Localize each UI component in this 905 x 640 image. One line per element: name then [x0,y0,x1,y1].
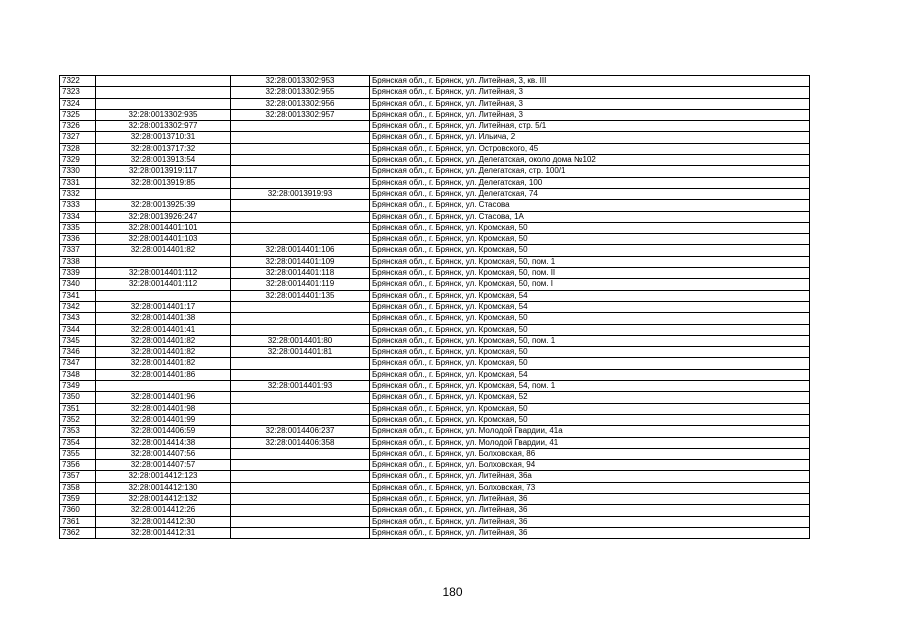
table-row [60,155,810,166]
related-cadastral-number-cell: 32:28:0014401:118 [231,268,370,279]
cadastral-number-cell: 32:28:0013913:54 [96,155,231,166]
row-number-cell: 7337 [60,245,96,256]
table-row [60,516,810,527]
cadastral-number-cell: 32:28:0014401:101 [96,222,231,233]
related-cadastral-number-cell: 32:28:0014401:93 [231,381,370,392]
address-cell: Брянская обл., г. Брянск, ул. Кромская, 50 [370,324,810,335]
related-cadastral-number-cell: 32:28:0013302:957 [231,109,370,120]
row-number-cell: 7322 [60,76,96,87]
row-number-cell: 7362 [60,527,96,538]
related-cadastral-number-cell: 32:28:0013919:93 [231,188,370,199]
table-row [60,482,810,493]
row-number-cell: 7358 [60,482,96,493]
table-row [60,392,810,403]
row-number-cell: 7357 [60,471,96,482]
address-cell: Брянская обл., г. Брянск, ул. Кромская, 50 [370,245,810,256]
related-cadastral-number-cell: 32:28:0013302:955 [231,87,370,98]
related-cadastral-number-cell [231,527,370,538]
address-cell: Брянская обл., г. Брянск, ул. Делегатская, стр. 100/1 [370,166,810,177]
related-cadastral-number-cell: 32:28:0014406:237 [231,426,370,437]
cadastral-number-cell: 32:28:0014412:132 [96,493,231,504]
row-number-cell: 7331 [60,177,96,188]
related-cadastral-number-cell [231,177,370,188]
row-number-cell: 7343 [60,313,96,324]
table-row [60,505,810,516]
table-row [60,143,810,154]
row-number-cell: 7330 [60,166,96,177]
related-cadastral-number-cell [231,482,370,493]
related-cadastral-number-cell [231,414,370,425]
related-cadastral-number-cell [231,132,370,143]
address-cell: Брянская обл., г. Брянск, ул. Островского, 45 [370,143,810,154]
table-row [60,222,810,233]
address-cell: Брянская обл., г. Брянск, ул. Кромская, 50 [370,414,810,425]
related-cadastral-number-cell [231,222,370,233]
related-cadastral-number-cell [231,143,370,154]
row-number-cell: 7336 [60,234,96,245]
related-cadastral-number-cell [231,200,370,211]
row-number-cell: 7327 [60,132,96,143]
table-row [60,245,810,256]
row-number-cell: 7347 [60,358,96,369]
related-cadastral-number-cell [231,392,370,403]
cadastral-number-cell: 32:28:0013919:85 [96,177,231,188]
row-number-cell: 7353 [60,426,96,437]
table-row [60,335,810,346]
related-cadastral-number-cell [231,301,370,312]
address-cell: Брянская обл., г. Брянск, ул. Кромская, 54 [370,301,810,312]
cadastral-number-cell: 32:28:0013302:935 [96,109,231,120]
cadastral-number-cell: 32:28:0014401:86 [96,369,231,380]
related-cadastral-number-cell [231,516,370,527]
cadastral-number-cell [96,381,231,392]
table-row [60,527,810,538]
row-number-cell: 7356 [60,460,96,471]
row-number-cell: 7326 [60,121,96,132]
row-number-cell: 7334 [60,211,96,222]
related-cadastral-number-cell: 32:28:0013302:953 [231,76,370,87]
row-number-cell: 7354 [60,437,96,448]
related-cadastral-number-cell [231,166,370,177]
cadastral-number-cell [96,256,231,267]
cadastral-number-cell: 32:28:0013926:247 [96,211,231,222]
row-number-cell: 7340 [60,279,96,290]
table-row [60,426,810,437]
cadastral-number-cell: 32:28:0014401:82 [96,358,231,369]
cadastral-number-cell: 32:28:0014401:82 [96,335,231,346]
row-number-cell: 7339 [60,268,96,279]
row-number-cell: 7345 [60,335,96,346]
row-number-cell: 7349 [60,381,96,392]
cadastral-number-cell: 32:28:0013710:31 [96,132,231,143]
address-cell: Брянская обл., г. Брянск, ул. Ильича, 2 [370,132,810,143]
cadastral-number-cell: 32:28:0014401:99 [96,414,231,425]
table-row [60,234,810,245]
address-cell: Брянская обл., г. Брянск, ул. Кромская, 50, пом. I [370,279,810,290]
table-row [60,460,810,471]
row-number-cell: 7333 [60,200,96,211]
related-cadastral-number-cell [231,493,370,504]
registry-table-body [60,76,810,539]
table-row [60,132,810,143]
table-row [60,76,810,87]
cadastral-number-cell [96,188,231,199]
cadastral-number-cell: 32:28:0014412:26 [96,505,231,516]
related-cadastral-number-cell [231,358,370,369]
row-number-cell: 7329 [60,155,96,166]
table-row [60,98,810,109]
row-number-cell: 7342 [60,301,96,312]
row-number-cell: 7350 [60,392,96,403]
registry-table [59,75,810,539]
table-row [60,290,810,301]
row-number-cell: 7344 [60,324,96,335]
related-cadastral-number-cell [231,369,370,380]
address-cell: Брянская обл., г. Брянск, ул. Молодой Гвардии, 41а [370,426,810,437]
table-row [60,347,810,358]
address-cell: Брянская обл., г. Брянск, ул. Кромская, 50 [370,403,810,414]
cadastral-number-cell: 32:28:0014407:57 [96,460,231,471]
row-number-cell: 7361 [60,516,96,527]
related-cadastral-number-cell: 32:28:0014406:358 [231,437,370,448]
related-cadastral-number-cell: 32:28:0014401:106 [231,245,370,256]
address-cell: Брянская обл., г. Брянск, ул. Кромская, 54 [370,369,810,380]
cadastral-number-cell [96,76,231,87]
table-row [60,301,810,312]
cadastral-number-cell: 32:28:0013302:977 [96,121,231,132]
row-number-cell: 7352 [60,414,96,425]
related-cadastral-number-cell [231,155,370,166]
table-row [60,493,810,504]
table-row [60,448,810,459]
cadastral-number-cell: 32:28:0013919:117 [96,166,231,177]
row-number-cell: 7335 [60,222,96,233]
row-number-cell: 7341 [60,290,96,301]
address-cell: Брянская обл., г. Брянск, ул. Литейная, 36 [370,527,810,538]
cadastral-number-cell [96,98,231,109]
table-row [60,279,810,290]
cadastral-number-cell: 32:28:0014412:123 [96,471,231,482]
table-row [60,256,810,267]
cadastral-number-cell: 32:28:0014406:59 [96,426,231,437]
table-row [60,358,810,369]
related-cadastral-number-cell [231,505,370,516]
address-cell: Брянская обл., г. Брянск, ул. Стасова [370,200,810,211]
cadastral-number-cell: 32:28:0014401:41 [96,324,231,335]
table-row [60,188,810,199]
address-cell: Брянская обл., г. Брянск, ул. Кромская, 54 [370,290,810,301]
cadastral-number-cell: 32:28:0014401:96 [96,392,231,403]
table-row [60,200,810,211]
cadastral-number-cell: 32:28:0014401:98 [96,403,231,414]
table-row [60,471,810,482]
address-cell: Брянская обл., г. Брянск, ул. Кромская, 50 [370,313,810,324]
related-cadastral-number-cell: 32:28:0014401:135 [231,290,370,301]
address-cell: Брянская обл., г. Брянск, ул. Делегатская, 100 [370,177,810,188]
related-cadastral-number-cell [231,121,370,132]
row-number-cell: 7324 [60,98,96,109]
cadastral-number-cell: 32:28:0013717:32 [96,143,231,154]
cadastral-number-cell: 32:28:0014412:30 [96,516,231,527]
table-row [60,109,810,120]
address-cell: Брянская обл., г. Брянск, ул. Кромская, 50, пом. II [370,268,810,279]
related-cadastral-number-cell [231,324,370,335]
table-row [60,177,810,188]
cadastral-number-cell: 32:28:0014412:31 [96,527,231,538]
cadastral-number-cell: 32:28:0014401:38 [96,313,231,324]
related-cadastral-number-cell [231,234,370,245]
address-cell: Брянская обл., г. Брянск, ул. Кромская, 50 [370,358,810,369]
table-row [60,87,810,98]
table-row [60,437,810,448]
address-cell: Брянская обл., г. Брянск, ул. Литейная, 36 [370,493,810,504]
table-row [60,324,810,335]
cadastral-number-cell [96,290,231,301]
row-number-cell: 7325 [60,109,96,120]
address-cell: Брянская обл., г. Брянск, ул. Молодой Гвардии, 41 [370,437,810,448]
related-cadastral-number-cell [231,403,370,414]
address-cell: Брянская обл., г. Брянск, ул. Литейная, 36а [370,471,810,482]
row-number-cell: 7351 [60,403,96,414]
row-number-cell: 7348 [60,369,96,380]
table-row [60,369,810,380]
address-cell: Брянская обл., г. Брянск, ул. Болховская, 86 [370,448,810,459]
related-cadastral-number-cell [231,471,370,482]
page-number: 180 [442,585,463,599]
address-cell: Брянская обл., г. Брянск, ул. Кромская, 52 [370,392,810,403]
table-row [60,166,810,177]
row-number-cell: 7355 [60,448,96,459]
related-cadastral-number-cell: 32:28:0014401:109 [231,256,370,267]
table-row [60,414,810,425]
table-row [60,121,810,132]
table-row [60,211,810,222]
address-cell: Брянская обл., г. Брянск, ул. Делегатская, 74 [370,188,810,199]
address-cell: Брянская обл., г. Брянск, ул. Кромская, 50 [370,234,810,245]
address-cell: Брянская обл., г. Брянск, ул. Болховская, 73 [370,482,810,493]
related-cadastral-number-cell [231,448,370,459]
address-cell: Брянская обл., г. Брянск, ул. Литейная, 3 [370,109,810,120]
table-row [60,268,810,279]
cadastral-number-cell: 32:28:0014401:82 [96,347,231,358]
related-cadastral-number-cell: 32:28:0013302:956 [231,98,370,109]
address-cell: Брянская обл., г. Брянск, ул. Стасова, 1А [370,211,810,222]
address-cell: Брянская обл., г. Брянск, ул. Кромская, 50 [370,222,810,233]
address-cell: Брянская обл., г. Брянск, ул. Кромская, 50 [370,347,810,358]
address-cell: Брянская обл., г. Брянск, ул. Литейная, 36 [370,516,810,527]
cadastral-number-cell: 32:28:0014407:56 [96,448,231,459]
table-row [60,403,810,414]
cadastral-number-cell: 32:28:0014401:17 [96,301,231,312]
address-cell: Брянская обл., г. Брянск, ул. Литейная, 3 [370,87,810,98]
row-number-cell: 7360 [60,505,96,516]
table-row [60,313,810,324]
cadastral-number-cell: 32:28:0013925:39 [96,200,231,211]
address-cell: Брянская обл., г. Брянск, ул. Литейная, 3 [370,98,810,109]
cadastral-number-cell: 32:28:0014401:112 [96,268,231,279]
row-number-cell: 7328 [60,143,96,154]
cadastral-number-cell: 32:28:0014401:82 [96,245,231,256]
address-cell: Брянская обл., г. Брянск, ул. Кромская, 50, пом. 1 [370,256,810,267]
related-cadastral-number-cell [231,313,370,324]
table-row [60,381,810,392]
address-cell: Брянская обл., г. Брянск, ул. Литейная, 3, кв. III [370,76,810,87]
address-cell: Брянская обл., г. Брянск, ул. Литейная, 36 [370,505,810,516]
row-number-cell: 7323 [60,87,96,98]
row-number-cell: 7359 [60,493,96,504]
related-cadastral-number-cell [231,211,370,222]
row-number-cell: 7332 [60,188,96,199]
row-number-cell: 7346 [60,347,96,358]
related-cadastral-number-cell [231,460,370,471]
row-number-cell: 7338 [60,256,96,267]
address-cell: Брянская обл., г. Брянск, ул. Болховская, 94 [370,460,810,471]
related-cadastral-number-cell: 32:28:0014401:81 [231,347,370,358]
address-cell: Брянская обл., г. Брянск, ул. Литейная, стр. 5/1 [370,121,810,132]
cadastral-number-cell: 32:28:0014401:103 [96,234,231,245]
address-cell: Брянская обл., г. Брянск, ул. Кромская, 54, пом. 1 [370,381,810,392]
related-cadastral-number-cell: 32:28:0014401:119 [231,279,370,290]
related-cadastral-number-cell: 32:28:0014401:80 [231,335,370,346]
address-cell: Брянская обл., г. Брянск, ул. Кромская, 50, пом. 1 [370,335,810,346]
cadastral-number-cell: 32:28:0014414:38 [96,437,231,448]
address-cell: Брянская обл., г. Брянск, ул. Делегатская, около дома №102 [370,155,810,166]
cadastral-number-cell: 32:28:0014412:130 [96,482,231,493]
cadastral-number-cell [96,87,231,98]
cadastral-number-cell: 32:28:0014401:112 [96,279,231,290]
